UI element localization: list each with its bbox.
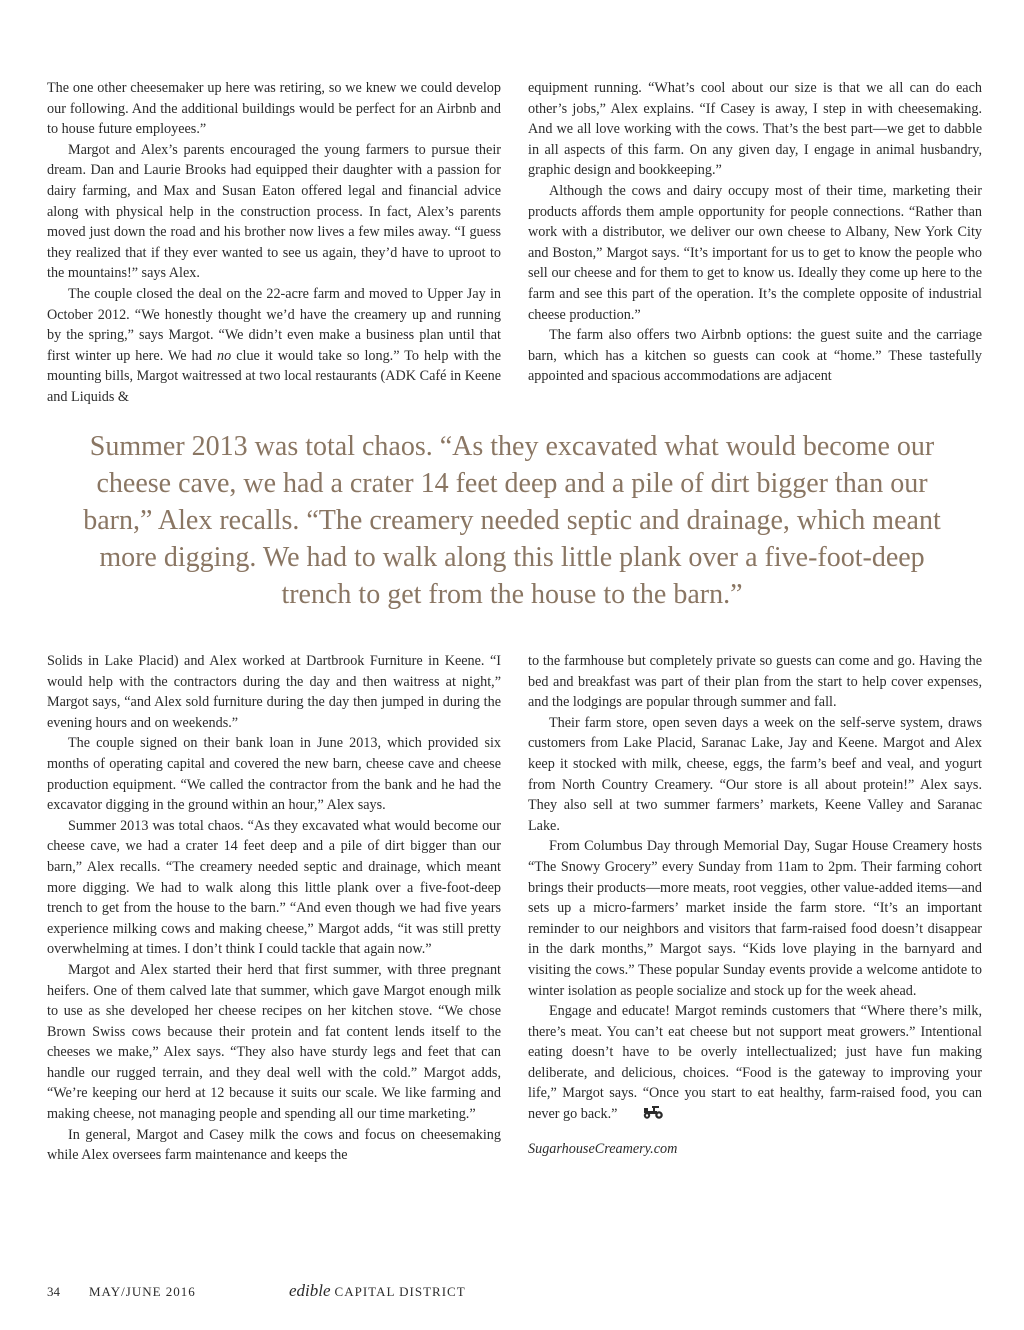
page-number: 34 <box>47 1284 60 1299</box>
paragraph-text: Engage and educate! Margot reminds customers that “Where there’s milk, there’s meat. You can’t eat cheese but not support meat growers.” Intentional eating doesn’t have to be overly intellectualized; just have fun making deliberate, and delicious, choices. “Food is the gateway to improving your life,” Margot says. “Once you start to eat healthy, farm-raised food, you can never go back.” <box>528 1003 982 1123</box>
paragraph: The farm also offers two Airbnb options: the guest suite and the carriage barn, which has a kitchen so guests can cook at “home.” These tastefully appointed and spacious accommodations are adjacent <box>528 327 982 385</box>
paragraph: to the farmhouse but completely private so guests can come and go. Having the bed and breakfast was part of their plan from the start to help cover expenses, and the lodgings are popular through summer and fall. <box>528 653 982 711</box>
article-column-top-right <box>528 78 982 387</box>
paragraph: From Columbus Day through Memorial Day, Sugar House Creamery hosts “The Snowy Grocery” every Sunday from 11am to 2pm. Their farming cohort brings their products—more meats, root veggies, other value-added items—and sets up a micro-farmers’ market inside the farm store. “It’s an important reminder to our neighbors and visitors that farm-raised food doesn’t disappear in the dark months,” Margot says. “Kids love playing in the barnyard and visiting the cows.” These popular Sunday events provide a welcome antidote to winter isolation as people socialize and stock up for the week ahead. <box>528 838 982 999</box>
paragraph: equipment running. “What’s cool about our size is that we all can do each other’s jobs,” Alex explains. “If Casey is away, I step in with cheesemaking. And we all love working with the cows. That’s the best part—we get to dabble in all aspects of this farm. On any given day, I engage in animal husbandry, graphic design and bookkeeping.” <box>528 80 982 179</box>
website-link[interactable]: SugarhouseCreamery.com <box>528 1140 678 1157</box>
paragraph: Summer 2013 was total chaos. “As they excavated what would become our cheese cave, we had a crater 14 feet deep and a pile of dirt bigger than our barn,” Alex recalls. “The creamery needed septic and drainage, which meant more digging. We had to walk along this little plank over a five-foot-deep trench to get from the house to the barn.” “And even though we had five years experience milking cows and making cheese,” Margot adds, “it was still pretty overwhelming at times. I don’t think I could tackle that again now.” <box>47 817 501 958</box>
paragraph: Solids in Lake Placid) and Alex worked at Dartbrook Furniture in Keene. “I would help with the contractors during the day and then waitress at night,” Margot says, “and Alex sold furniture during the day then jumped in during the evening hours and on weekends.” <box>47 653 501 731</box>
paragraph: Their farm store, open seven days a week on the self-serve system, draws customers from Lake Placid, Saranac Lake, Jay and Keene. Margot and Alex keep it stocked with milk, cheese, eggs, the farm’s beef and veal, and yogurt from North Country Creamery. “Our store is all about protein!” Alex says. They also sell at two summer farmers’ markets, Keene Valley and Saranac Lake. <box>528 714 982 834</box>
issue-date: MAY/JUNE 2016 <box>89 1284 196 1299</box>
paragraph <box>47 284 501 408</box>
paragraph: Margot and Alex’s parents encouraged the young farmers to pursue their dream. Dan and Laurie Brooks had equipped their daughter with a passion for dairy farming, and Max and Susan Eaton offered legal and financial advice along with physical help in the construction process. In fact, Alex’s parents moved just down the road and his brother now lives a few miles away. “I guess they realized that if they ever wanted to see us again, they’d have to uproot to the mountains!” says Alex. <box>47 141 501 282</box>
paragraph: The one other cheesemaker up here was retiring, so we knew we could develop our following. And the additional buildings would be perfect for an Airbnb and to house future employees.” <box>47 80 501 138</box>
paragraph: In general, Margot and Casey milk the cows and focus on cheesemaking while Alex oversees farm maintenance and keeps the <box>47 1126 501 1164</box>
paragraph <box>528 1001 982 1125</box>
article-column-top-left <box>47 78 501 408</box>
article-column-bottom-right <box>528 651 982 1159</box>
emphasis-text: no <box>217 347 232 364</box>
paragraph: The couple signed on their bank loan in June 2013, which provided six months of operating capital and covered the new barn, cheese cave and cheese production equipment. “We called the contractor from the bank and he had the excavator digging in the ground within an hour,” Alex says. <box>47 735 501 814</box>
publication-name-italic: edible <box>289 1281 331 1300</box>
paragraph-text: The couple closed the deal on the 22-acre farm and moved to Upper Jay in October 2012. “We honestly thought we’d have the creamery up and running by the spring,” says Margot. “We didn’t even make a business plan until that first winter up here. We had <box>47 285 501 364</box>
publication-name-region: CAPITAL DISTRICT <box>334 1284 466 1299</box>
pull-quote: Summer 2013 was total chaos. “As they excavated what would become our cheese cave, we had a crater 14 feet deep and a pile of dirt bigger than our barn,” Alex recalls. “The creamery needed septic and drainage, which meant more digging. We had to walk along this little plank over a five-foot-deep trench to get from the house to the barn.” <box>83 431 941 610</box>
tractor-icon <box>621 1105 643 1119</box>
paragraph: Margot and Alex started their herd that first summer, with three pregnant heifers. One of them calved late that summer, which gave Margot enough milk to use as she developed her cheese recipes on her kitchen stove. “We chose Brown Swiss cows because their protein and fat content lends itself to the cheeses we make,” Alex says. “They also have sturdy legs and feet that can handle our rugged terrain, and they deal well with the cold.” Margot adds, “We’re keeping our herd at 12 because it suits our scale. We like farming and making cheese, not managing people and spending all our time marketing.” <box>47 961 501 1123</box>
paragraph: Although the cows and dairy occupy most of their time, marketing their products affords them ample opportunity for people connections. “Rather than work with a distributor, we deliver our own cheese to Albany, New York City and Boston,” Margot says. “It’s important for us to get to know the people who sell our cheese and for them to get to know us. Ideally they come up here to the farm and see this part of the operation. It’s the complete opposite of industrial cheese production.” <box>528 182 982 323</box>
article-column-bottom-left <box>47 651 501 1166</box>
publication-name <box>289 1281 466 1301</box>
paragraph-text: clue it would take so long.” To help with the mounting bills, Margot waitressed at two local restaurants (ADK Café in Keene and Liquids & <box>47 347 501 405</box>
